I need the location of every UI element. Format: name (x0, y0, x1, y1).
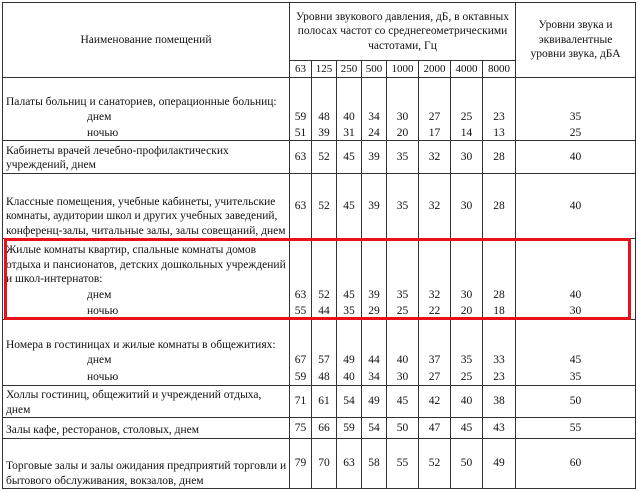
cell-octave-value: 48 (312, 369, 337, 386)
table-row (3, 173, 636, 239)
cell-octave-value: 52 (312, 173, 337, 239)
freq-2000: 2000 (419, 61, 451, 78)
cell-octave-value: 59 (337, 418, 362, 439)
cell-sound-level: 25 (516, 125, 636, 141)
cell-octave-value: 48 (312, 110, 337, 126)
cell-octave-value: 30 (387, 369, 419, 386)
cell-octave-value (337, 320, 362, 352)
cell-octave-value: 14 (451, 125, 483, 141)
cell-octave-value (290, 78, 312, 110)
freq-4000: 4000 (451, 61, 483, 78)
table-row (3, 369, 636, 386)
cell-octave-value: 63 (290, 173, 312, 239)
cell-octave-value: 39 (362, 141, 387, 173)
cell-octave-value: 39 (362, 173, 387, 239)
table-body (3, 78, 636, 489)
cell-octave-value: 67 (290, 352, 312, 369)
cell-octave-value: 25 (451, 110, 483, 126)
cell-sound-level: 40 (516, 173, 636, 239)
cell-octave-value: 71 (290, 385, 312, 417)
cell-octave-value: 45 (337, 287, 362, 304)
cell-sound-level (516, 239, 636, 287)
cell-octave-value: 35 (337, 303, 362, 320)
cell-octave-value: 59 (290, 110, 312, 126)
row-room-name: Торговые залы и залы ожидания предприятий торговли и бытового обслуживания, вокзалов, днем (3, 438, 290, 488)
table-row (3, 125, 636, 141)
cell-octave-value: 50 (387, 418, 419, 439)
cell-octave-value: 59 (290, 369, 312, 386)
cell-octave-value: 40 (337, 110, 362, 126)
freq-8000: 8000 (483, 61, 516, 78)
cell-octave-value (451, 320, 483, 352)
cell-octave-value (483, 239, 516, 287)
noise-levels-table (2, 2, 636, 489)
cell-octave-value: 20 (451, 303, 483, 320)
cell-octave-value: 27 (419, 369, 451, 386)
table-row (3, 352, 636, 369)
row-time-label: днем (3, 110, 290, 126)
cell-sound-level: 30 (516, 303, 636, 320)
cell-sound-level: 45 (516, 352, 636, 369)
table-row (3, 141, 636, 173)
cell-octave-value: 61 (312, 385, 337, 417)
table-row (3, 303, 636, 320)
cell-octave-value: 32 (419, 173, 451, 239)
cell-octave-value: 23 (483, 110, 516, 126)
cell-octave-value: 47 (419, 418, 451, 439)
header-sound-level: Уровни звука и эквивалентные уровни звука, дБА (516, 3, 636, 78)
cell-octave-value: 52 (312, 141, 337, 173)
table-row (3, 110, 636, 126)
cell-octave-value: 18 (483, 303, 516, 320)
cell-octave-value: 13 (483, 125, 516, 141)
cell-octave-value: 30 (387, 110, 419, 126)
cell-octave-value: 32 (419, 141, 451, 173)
cell-sound-level: 35 (516, 110, 636, 126)
cell-octave-value: 27 (419, 110, 451, 126)
cell-octave-value (483, 78, 516, 110)
cell-sound-level: 60 (516, 438, 636, 488)
cell-sound-level: 35 (516, 369, 636, 386)
cell-octave-value: 30 (451, 141, 483, 173)
cell-octave-value: 28 (483, 287, 516, 304)
row-room-name: Холлы гостиниц, общежитий и учреждений отдыха, днем (3, 385, 290, 417)
cell-sound-level: 50 (516, 385, 636, 417)
freq-63: 63 (290, 61, 312, 78)
table-row (3, 385, 636, 417)
cell-octave-value: 39 (362, 287, 387, 304)
cell-octave-value: 58 (362, 438, 387, 488)
table-row (3, 78, 636, 110)
cell-octave-value: 40 (451, 385, 483, 417)
cell-sound-level: 40 (516, 287, 636, 304)
cell-octave-value: 75 (290, 418, 312, 439)
cell-octave-value: 23 (483, 369, 516, 386)
cell-octave-value: 79 (290, 438, 312, 488)
row-time-label: ночью (3, 125, 290, 141)
cell-octave-value: 30 (451, 173, 483, 239)
cell-octave-value: 42 (419, 385, 451, 417)
cell-octave-value: 35 (387, 287, 419, 304)
cell-octave-value (312, 78, 337, 110)
cell-octave-value: 20 (387, 125, 419, 141)
table-row (3, 320, 636, 352)
cell-octave-value: 49 (337, 352, 362, 369)
cell-octave-value: 43 (483, 418, 516, 439)
freq-250: 250 (337, 61, 362, 78)
cell-octave-value: 45 (337, 173, 362, 239)
header-octave-levels: Уровни звукового давления, дБ, в октавных полосах частот со среднегеометрическими частотами, Гц (290, 3, 516, 61)
freq-125: 125 (312, 61, 337, 78)
cell-octave-value (362, 78, 387, 110)
cell-octave-value: 63 (290, 141, 312, 173)
cell-octave-value: 17 (419, 125, 451, 141)
cell-octave-value (387, 78, 419, 110)
cell-octave-value (290, 239, 312, 287)
table-row (3, 287, 636, 304)
table-row (3, 418, 636, 439)
cell-sound-level (516, 78, 636, 110)
cell-octave-value: 63 (337, 438, 362, 488)
cell-octave-value: 40 (387, 352, 419, 369)
cell-octave-value (451, 78, 483, 110)
row-room-name: Кабинеты врачей лечебно-профилактических учреждений, днем (3, 141, 290, 173)
cell-octave-value: 66 (312, 418, 337, 439)
cell-octave-value: 28 (483, 173, 516, 239)
row-room-name: Номера в гостиницах и жилые комнаты в общежитиях: (3, 320, 290, 352)
cell-octave-value: 55 (290, 303, 312, 320)
cell-octave-value (419, 78, 451, 110)
cell-octave-value: 35 (387, 141, 419, 173)
cell-octave-value (290, 320, 312, 352)
cell-octave-value: 28 (483, 141, 516, 173)
cell-octave-value (312, 239, 337, 287)
cell-octave-value: 49 (483, 438, 516, 488)
cell-octave-value (312, 320, 337, 352)
cell-octave-value: 25 (451, 369, 483, 386)
cell-octave-value: 34 (362, 369, 387, 386)
cell-octave-value: 52 (312, 287, 337, 304)
cell-sound-level: 55 (516, 418, 636, 439)
table-row (3, 438, 636, 488)
cell-octave-value (483, 320, 516, 352)
cell-octave-value (419, 320, 451, 352)
cell-octave-value (451, 239, 483, 287)
cell-octave-value: 57 (312, 352, 337, 369)
cell-octave-value: 30 (451, 287, 483, 304)
cell-octave-value: 52 (419, 438, 451, 488)
cell-octave-value: 22 (419, 303, 451, 320)
cell-octave-value (419, 239, 451, 287)
row-time-label: днем (3, 287, 290, 304)
cell-octave-value: 44 (362, 352, 387, 369)
cell-octave-value: 40 (337, 369, 362, 386)
cell-octave-value (337, 239, 362, 287)
cell-sound-level: 40 (516, 141, 636, 173)
cell-octave-value: 37 (419, 352, 451, 369)
cell-octave-value: 54 (362, 418, 387, 439)
cell-octave-value (387, 320, 419, 352)
row-room-name: Залы кафе, ресторанов, столовых, днем (3, 418, 290, 439)
row-room-name: Палаты больниц и санаториев, операционные больниц: (3, 78, 290, 110)
cell-octave-value: 24 (362, 125, 387, 141)
cell-octave-value: 34 (362, 110, 387, 126)
cell-octave-value: 70 (312, 438, 337, 488)
freq-500: 500 (362, 61, 387, 78)
row-time-label: днем (3, 352, 290, 369)
row-room-name: Жилые комнаты квартир, спальные комнаты домов отдыха и пансионатов, детских дошкольных учреждений и школ-интернатов: (3, 239, 290, 287)
cell-octave-value: 25 (387, 303, 419, 320)
cell-octave-value: 51 (290, 125, 312, 141)
cell-octave-value: 39 (312, 125, 337, 141)
cell-octave-value: 63 (290, 287, 312, 304)
cell-octave-value: 45 (387, 385, 419, 417)
cell-octave-value (337, 78, 362, 110)
cell-octave-value: 35 (451, 352, 483, 369)
cell-octave-value (362, 239, 387, 287)
cell-octave-value: 49 (362, 385, 387, 417)
cell-octave-value: 55 (387, 438, 419, 488)
row-time-label: ночью (3, 303, 290, 320)
cell-octave-value: 45 (451, 418, 483, 439)
cell-octave-value (387, 239, 419, 287)
cell-sound-level (516, 320, 636, 352)
cell-octave-value: 31 (337, 125, 362, 141)
cell-octave-value: 45 (337, 141, 362, 173)
cell-octave-value (362, 320, 387, 352)
header-room-name: Наименование помещений (3, 3, 290, 78)
cell-octave-value: 54 (337, 385, 362, 417)
freq-1000: 1000 (387, 61, 419, 78)
row-time-label: ночью (3, 369, 290, 386)
cell-octave-value: 32 (419, 287, 451, 304)
cell-octave-value: 29 (362, 303, 387, 320)
cell-octave-value: 38 (483, 385, 516, 417)
table-row (3, 239, 636, 287)
cell-octave-value: 44 (312, 303, 337, 320)
row-room-name: Классные помещения, учебные кабинеты, учительские комнаты, аудитории школ и других учебных заведений, конференц-залы, читальные залы, залы совещаний, днем (3, 173, 290, 239)
cell-octave-value: 50 (451, 438, 483, 488)
cell-octave-value: 35 (387, 173, 419, 239)
cell-octave-value: 33 (483, 352, 516, 369)
